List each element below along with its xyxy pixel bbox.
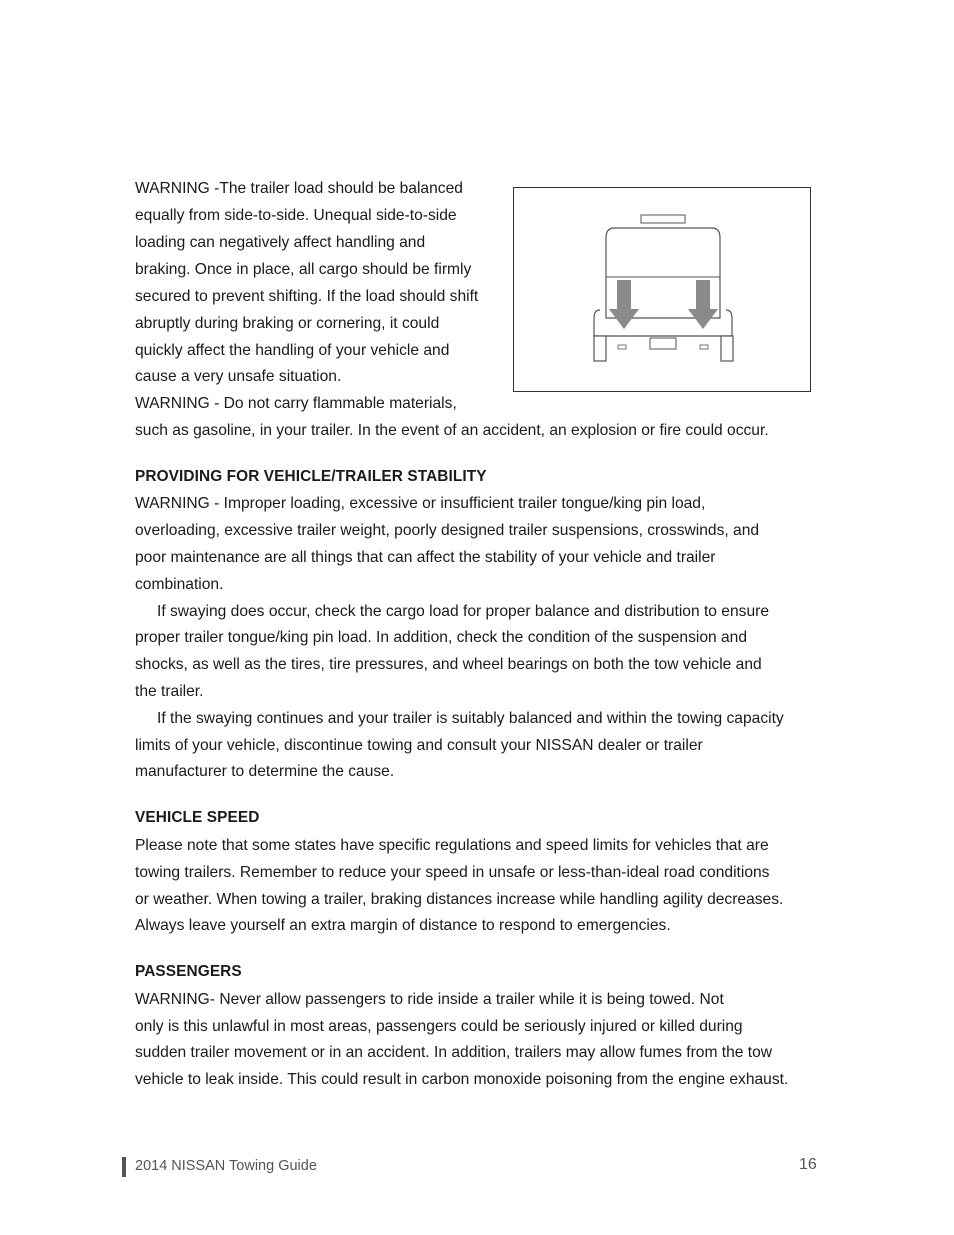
- warning-balance-line-3: loading can negatively affect handling and: [135, 234, 426, 251]
- left-wheel: [594, 336, 606, 361]
- stability-line-9: If the swaying continues and your trailer is suitably balanced and within the towing capacity: [157, 710, 784, 727]
- footer-title: 2014 NISSAN Towing Guide: [135, 1158, 317, 1174]
- speed-line-4: Always leave yourself an extra margin of distance to respond to emergencies.: [135, 917, 671, 934]
- warning-balance-line-5: secured to prevent shifting. If the load should shift: [135, 288, 479, 305]
- warning-balance-line-2: equally from side-to-side. Unequal side-to-side: [135, 207, 457, 224]
- stability-line-6: proper trailer tongue/king pin load. In addition, check the condition of the suspension and: [135, 629, 748, 646]
- warning-balance-line-1: WARNING -The trailer load should be balanced: [135, 180, 463, 197]
- page-number: 16: [799, 1156, 817, 1173]
- left-light: [618, 345, 626, 349]
- stability-line-4: combination.: [135, 576, 224, 593]
- stability-line-3: poor maintenance are all things that can affect the stability of your vehicle and trailer: [135, 549, 716, 566]
- warning-label: WARNING: [135, 180, 210, 197]
- trailer-top-light: [641, 215, 685, 223]
- do-not-emphasis: Do not: [223, 395, 270, 412]
- stability-line-10: limits of your vehicle, discontinue towing and consult your NISSAN dealer or trailer: [135, 737, 703, 754]
- right-light: [700, 345, 708, 349]
- license-plate: [650, 338, 676, 349]
- warning-label: WARNING: [135, 495, 210, 512]
- warning-balance-line-6: abruptly during braking or cornering, it could: [135, 315, 440, 332]
- warning-balance-line-8: cause a very unsafe situation.: [135, 368, 342, 385]
- warning-balance-line-7: quickly affect the handling of your vehicle and: [135, 342, 450, 359]
- stability-line-11: manufacturer to determine the cause.: [135, 763, 395, 780]
- stability-line-8: the trailer.: [135, 683, 204, 700]
- trailer-rear-view-illustration: [514, 188, 810, 391]
- section-heading-speed: VEHICLE SPEED: [135, 809, 260, 826]
- speed-line-2: towing trailers. Remember to reduce your speed in unsafe or less-than-ideal road conditions: [135, 864, 770, 881]
- section-heading-passengers: PASSENGERS: [135, 963, 242, 980]
- footer-accent-bar: [122, 1157, 126, 1177]
- stability-line-7: shocks, as well as the tires, tire pressures, and wheel bearings on both the tow vehicle and: [135, 656, 762, 673]
- trailer-balance-figure: [513, 187, 811, 392]
- speed-line-3: or weather. When towing a trailer, braking distances increase while handling agility decreases.: [135, 891, 784, 908]
- passengers-line-4: vehicle to leak inside. This could result in carbon monoxide poisoning from the engine exhaust.: [135, 1071, 789, 1088]
- warning-label: WARNING: [135, 395, 210, 412]
- never-allow-emphasis: - Never allow passengers to ride inside a trailer while it is being towed: [209, 991, 691, 1008]
- warning-flammable-line-2: such as gasoline, in your trailer. In the event of an accident, an explosion or fire could occur.: [135, 422, 769, 439]
- warning-balance-line-4: braking. Once in place, all cargo should be firmly: [135, 261, 472, 278]
- passengers-line-2: only is this unlawful in most areas, passengers could be seriously injured or killed during: [135, 1018, 743, 1035]
- warning-flammable-line-1: WARNING - Do not carry flammable materials,: [135, 395, 457, 412]
- warning-label: WARNING: [135, 991, 210, 1008]
- stability-line-5: If swaying does occur, check the cargo load for proper balance and distribution to ensure: [157, 603, 769, 620]
- stability-line-1: WARNING - Improper loading, excessive or insufficient trailer tongue/king pin load,: [135, 495, 706, 512]
- passengers-line-1: WARNING- Never allow passengers to ride inside a trailer while it is being towed. Not: [135, 991, 724, 1008]
- section-heading-stability: PROVIDING FOR VEHICLE/TRAILER STABILITY: [135, 468, 487, 485]
- right-wheel: [721, 336, 733, 361]
- stability-line-2: overloading, excessive trailer weight, poorly designed trailer suspensions, crosswinds, and: [135, 522, 760, 539]
- passengers-line-3: sudden trailer movement or in an accident. In addition, trailers may allow fumes from the tow: [135, 1044, 773, 1061]
- speed-line-1: Please note that some states have specific regulations and speed limits for vehicles that are: [135, 837, 769, 854]
